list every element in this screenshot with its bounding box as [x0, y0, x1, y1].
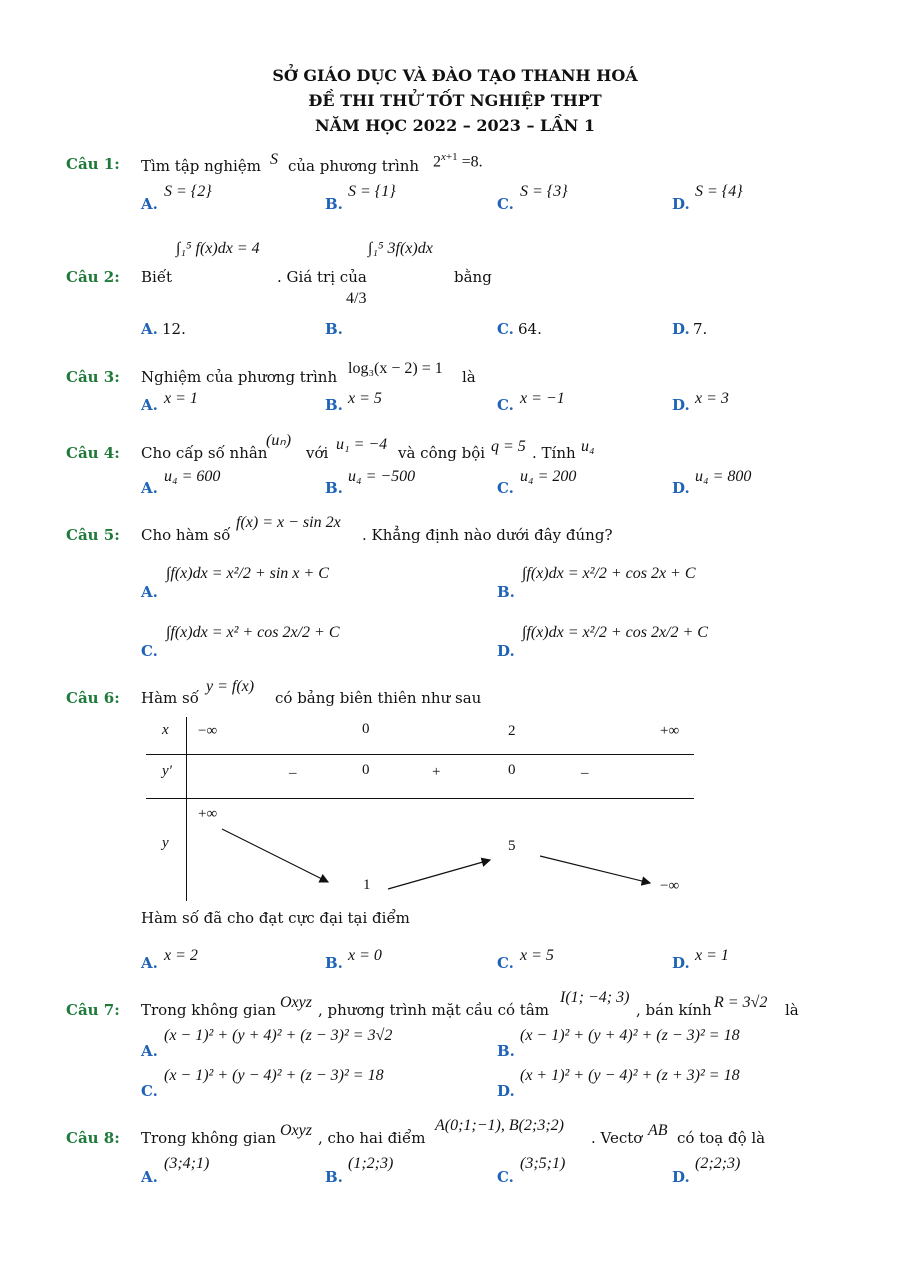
table-y-pos-inf: +∞ — [198, 806, 218, 822]
q1-option-c[interactable]: S = {3} — [520, 183, 568, 200]
q1-option-a[interactable]: S = {2} — [164, 183, 212, 200]
q8-option-d[interactable]: (2;2;3) — [695, 1155, 741, 1172]
q2-label: Câu 2: — [66, 268, 120, 286]
q4-text-b: với — [306, 444, 329, 462]
q4-option-c[interactable]: u₄ = 200 — [520, 468, 577, 485]
q7-option-d[interactable]: (x + 1)² + (y − 4)² + (z + 3)² = 18 — [520, 1067, 740, 1084]
q4-text-c: và công bội — [398, 444, 486, 462]
q7-option-b-letter[interactable]: B. — [497, 1042, 515, 1060]
table-y-neg-inf: −∞ — [660, 878, 680, 894]
q5-label: Câu 5: — [66, 526, 120, 544]
q7-text-c: , bán kính — [636, 1001, 712, 1019]
arrow-increase — [388, 860, 490, 889]
q7-center: I(1; −4; 3) — [560, 989, 630, 1006]
q7-option-b[interactable]: (x − 1)² + (y + 4)² + (z − 3)² = 18 — [520, 1027, 740, 1044]
q5-option-b[interactable]: ∫f(x)dx = x²/2 + cos 2x + C — [522, 565, 696, 582]
q2-option-d[interactable]: 7. — [693, 320, 708, 338]
q2-option-a[interactable]: 12. — [162, 320, 186, 338]
q8-vector: AB — [648, 1122, 668, 1139]
header-line-2: ĐỀ THI THỬ TỐT NGHIỆP THPT — [308, 91, 602, 110]
q1-text-b: của phương trình — [288, 157, 420, 175]
table-yprime-zero-2: 0 — [508, 762, 516, 778]
q2-text-b: . Giá trị của — [277, 268, 367, 286]
q8-option-a-letter[interactable]: A. — [141, 1168, 158, 1186]
q5-option-a-letter[interactable]: A. — [141, 583, 158, 601]
q5-option-a[interactable]: ∫f(x)dx = x²/2 + sin x + C — [166, 565, 329, 582]
table-yprime-zero-1: 0 — [362, 762, 370, 778]
q7-space: Oxyz — [280, 994, 312, 1011]
q7-text-a: Trong không gian — [141, 1001, 277, 1019]
q7-option-a-letter[interactable]: A. — [141, 1042, 158, 1060]
arrow-decrease-2 — [540, 856, 650, 883]
q1-option-d[interactable]: S = {4} — [695, 183, 743, 200]
table-yprime-sign-2: + — [432, 764, 441, 780]
q2-option-a-letter[interactable]: A. — [141, 320, 158, 338]
table-yprime-sign-1: – — [289, 765, 297, 781]
q4-label: Câu 4: — [66, 444, 120, 462]
q3-label: Câu 3: — [66, 368, 120, 386]
q4-option-c-letter[interactable]: C. — [497, 479, 514, 497]
q4-option-b[interactable]: u₄ = −500 — [348, 468, 416, 485]
q3-equation: log₃(x − 2) = 1 — [348, 360, 443, 377]
table-x-neg-inf: −∞ — [198, 723, 218, 739]
q8-option-a[interactable]: (3;4;1) — [164, 1155, 210, 1172]
q4-u1: u₁ = −4 — [336, 436, 388, 453]
q8-points: A(0;1;−1), B(2;3;2) — [435, 1117, 564, 1134]
q5-option-d-letter[interactable]: D. — [497, 642, 515, 660]
q4-option-d-letter[interactable]: D. — [672, 479, 690, 497]
q6-question: Hàm số đã cho đạt cực đại tại điểm — [141, 909, 410, 927]
q2-option-b[interactable]: 4/3 — [346, 290, 367, 307]
q1-option-b[interactable]: S = {1} — [348, 183, 396, 200]
q8-option-c[interactable]: (3;5;1) — [520, 1155, 566, 1172]
q5-option-c-letter[interactable]: C. — [141, 642, 158, 660]
q1-equation: $2^{x+1} =8$. — [433, 151, 483, 171]
q3-option-d[interactable]: x = 3 — [695, 390, 729, 407]
q7-option-a[interactable]: (x − 1)² + (y + 4)² + (z − 3)² = 3√2 — [164, 1027, 393, 1044]
q6-option-c-letter[interactable]: C. — [497, 954, 514, 972]
q5-function: f(x) = x − sin 2x — [236, 514, 341, 531]
q3-option-d-letter[interactable]: D. — [672, 396, 690, 414]
q3-option-a-letter[interactable]: A. — [141, 396, 158, 414]
q7-option-c[interactable]: (x − 1)² + (y − 4)² + (z − 3)² = 18 — [164, 1067, 384, 1084]
q8-option-c-letter[interactable]: C. — [497, 1168, 514, 1186]
q5-option-d[interactable]: ∫f(x)dx = x²/2 + cos 2x/2 + C — [522, 624, 708, 641]
q2-asked-integral: ∫₁⁵ 3f(x)dx — [368, 240, 433, 257]
q2-option-c-letter[interactable]: C. — [497, 320, 514, 338]
q4-option-d[interactable]: u₄ = 800 — [695, 468, 752, 485]
q3-option-a[interactable]: x = 1 — [164, 390, 198, 407]
q6-option-b-letter[interactable]: B. — [325, 954, 343, 972]
q6-text-a: Hàm số — [141, 689, 199, 707]
q2-option-c[interactable]: 64. — [518, 320, 542, 338]
table-y-max-5: 5 — [508, 838, 516, 854]
table-yprime-sign-3: – — [581, 765, 589, 781]
arrow-decrease-1 — [222, 829, 328, 882]
q8-text-d: có toạ độ là — [677, 1129, 766, 1147]
q8-option-b-letter[interactable]: B. — [325, 1168, 343, 1186]
q3-option-b[interactable]: x = 5 — [348, 390, 382, 407]
q3-option-c[interactable]: x = −1 — [520, 390, 565, 407]
q6-option-a[interactable]: x = 2 — [164, 947, 198, 964]
q3-option-b-letter[interactable]: B. — [325, 396, 343, 414]
q7-radius: R = 3√2 — [714, 994, 768, 1011]
q6-option-d[interactable]: x = 1 — [695, 947, 729, 964]
q3-text-a: Nghiệm của phương trình — [141, 368, 338, 386]
q6-option-c[interactable]: x = 5 — [520, 947, 554, 964]
q8-text-b: , cho hai điểm — [318, 1129, 426, 1147]
header-line-1: SỞ GIÁO DỤC VÀ ĐÀO TẠO THANH HOÁ — [272, 66, 638, 85]
q1-option-a-letter[interactable]: A. — [141, 195, 158, 213]
q4-ratio: q = 5 — [491, 438, 526, 455]
q8-space: Oxyz — [280, 1122, 312, 1139]
q4-text-a: Cho cấp số nhân — [141, 444, 268, 462]
table-y-min-1: 1 — [363, 877, 371, 893]
q1-text-a: Tìm tập nghiệm — [141, 157, 261, 175]
q6-text-b: có bảng biên thiên như sau — [275, 689, 482, 707]
q5-text-b: . Khẳng định nào dưới đây đúng? — [362, 526, 613, 544]
q4-option-a-letter[interactable]: A. — [141, 479, 158, 497]
q8-label: Câu 8: — [66, 1129, 120, 1147]
q3-option-c-letter[interactable]: C. — [497, 396, 514, 414]
q6-option-b[interactable]: x = 0 — [348, 947, 382, 964]
q7-option-d-letter[interactable]: D. — [497, 1082, 515, 1100]
q6-option-d-letter[interactable]: D. — [672, 954, 690, 972]
q8-text-c: . Vectơ — [591, 1129, 643, 1147]
q6-option-a-letter[interactable]: A. — [141, 954, 158, 972]
q8-option-b[interactable]: (1;2;3) — [348, 1155, 394, 1172]
q5-option-c[interactable]: ∫f(x)dx = x² + cos 2x/2 + C — [166, 624, 340, 641]
q2-option-b-letter[interactable]: B. — [325, 320, 343, 338]
q4-sequence: (uₙ) — [266, 432, 292, 449]
header-line-3: NĂM HỌC 2022 – 2023 – LẦN 1 — [314, 116, 595, 135]
q1-option-b-letter[interactable]: B. — [325, 195, 343, 213]
q1-label: Câu 1: — [66, 155, 120, 173]
q4-text-d: . Tính — [532, 444, 576, 462]
q3-text-b: là — [462, 368, 476, 386]
table-x-pos-inf: +∞ — [660, 723, 680, 739]
q2-given-integral: ∫₁⁵ f(x)dx = 4 — [176, 240, 260, 257]
q4-option-a[interactable]: u₄ = 600 — [164, 468, 221, 485]
q7-label: Câu 7: — [66, 1001, 120, 1019]
q2-text-a: Biết — [141, 268, 173, 286]
table-x-2: 2 — [508, 723, 516, 739]
table-row-yprime-label: y′ — [162, 763, 172, 779]
q6-label: Câu 6: — [66, 689, 120, 707]
q4-option-b-letter[interactable]: B. — [325, 479, 343, 497]
table-x-0: 0 — [362, 721, 370, 737]
q6-function: y = f(x) — [206, 678, 255, 695]
q1-option-d-letter[interactable]: D. — [672, 195, 690, 213]
q7-option-c-letter[interactable]: C. — [141, 1082, 158, 1100]
q5-text-a: Cho hàm số — [141, 526, 231, 544]
q7-text-d: là — [785, 1001, 799, 1019]
q1-var: S — [270, 151, 278, 168]
q7-text-b: , phương trình mặt cầu có tâm — [318, 1001, 549, 1019]
q8-text-a: Trong không gian — [141, 1129, 277, 1147]
q2-option-d-letter[interactable]: D. — [672, 320, 690, 338]
table-row-y-label: y — [162, 835, 169, 851]
q4-u4: u₄ — [581, 438, 595, 455]
table-row-x-label: x — [162, 722, 169, 738]
q8-option-d-letter[interactable]: D. — [672, 1168, 690, 1186]
q1-option-c-letter[interactable]: C. — [497, 195, 514, 213]
q5-option-b-letter[interactable]: B. — [497, 583, 515, 601]
q2-text-c: bằng — [454, 268, 492, 286]
